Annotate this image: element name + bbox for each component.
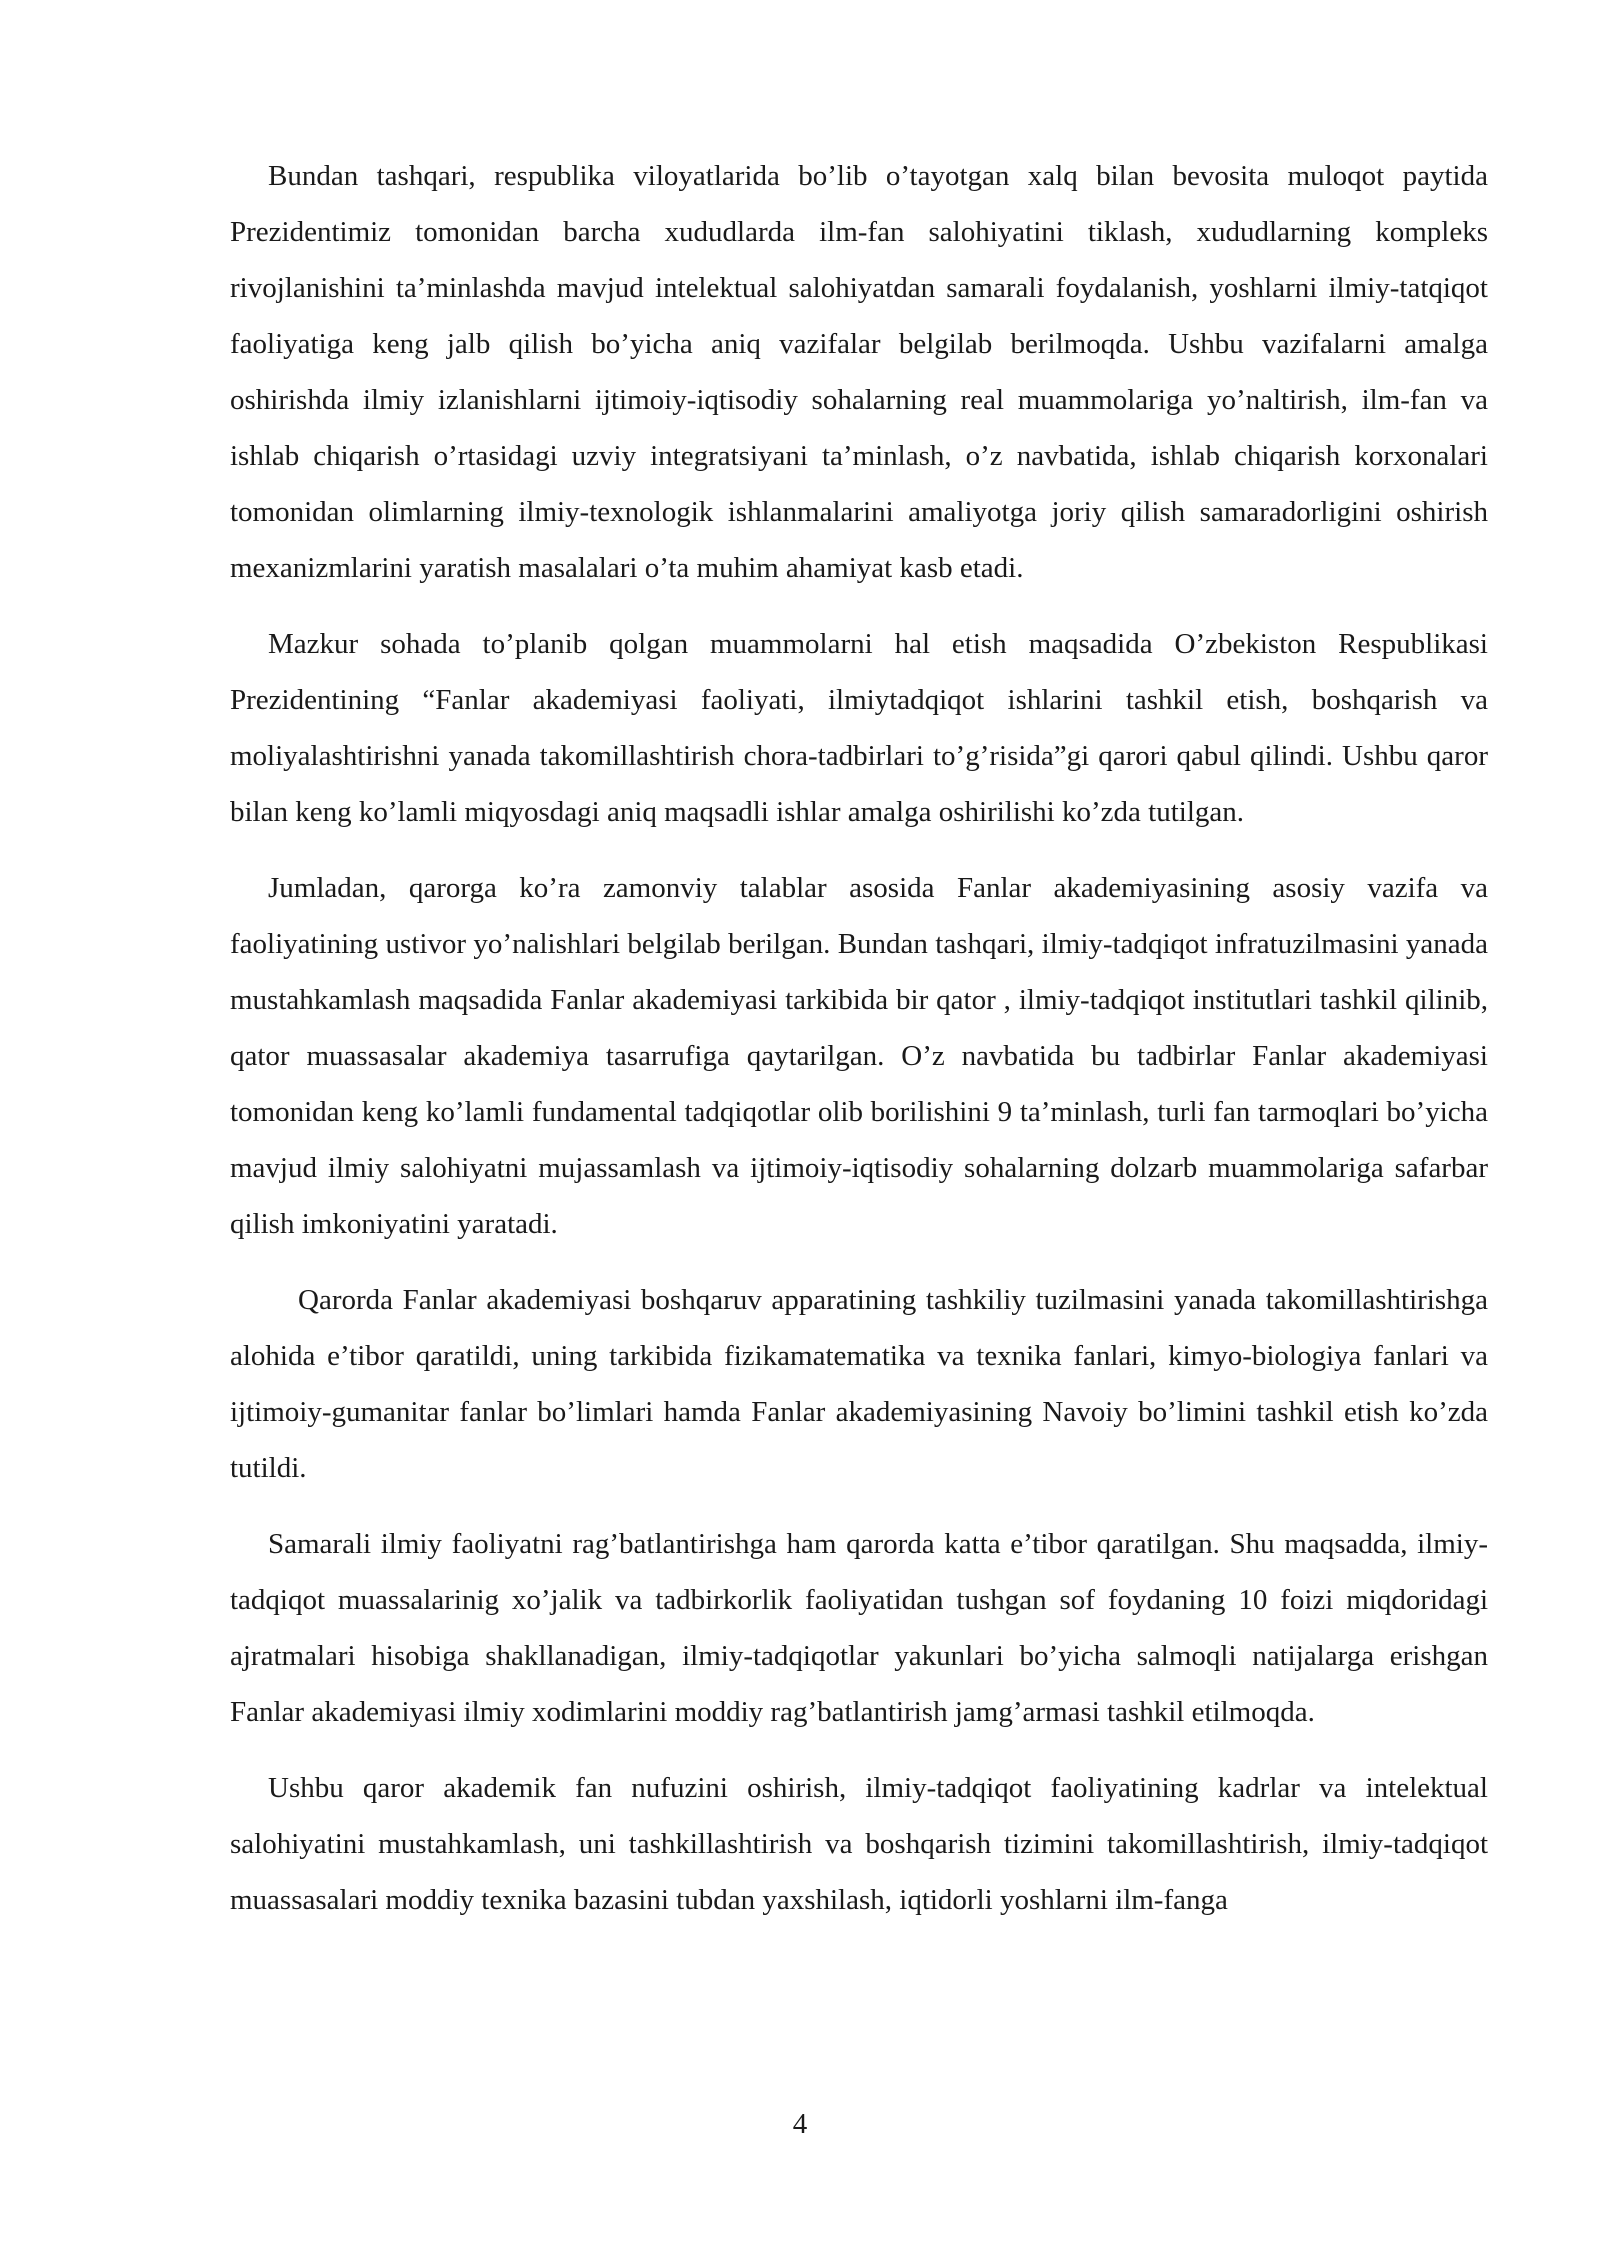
- paragraph-2: Mazkur sohada to’planib qolgan muammolarni hal etish maqsadida O’zbekiston Respublikasi Prezidentining “Fanlar akademiyasi faoliyati, ilmiytadqiqot ishlarini tashkil etish, boshqarish va moliyalashtirishni yanada takomillashtirish chora-tadbirlari to’g’risida”gi qarori qabul qilindi. Ushbu qaror bilan keng ko’lamli miqyosdagi aniq maqsadli ishlar amalga oshirilishi ko’zda tutilgan.: [230, 628, 1488, 828]
- paragraph-1: Bundan tashqari, respublika viloyatlarida bo’lib o’tayotgan xalq bilan bevosita muloqot paytida Prezidentimiz tomonidan barcha xududlarda ilm-fan salohiyatini tiklash, xududlarning kompleks rivojlanishini ta’minlashda mavjud intelektual salohiyatdan samarali foydalanish, yoshlarni ilmiy-tatqiqot faoliyatiga keng jalb qilish bo’yicha aniq vazifalar belgilab berilmoqda. Ushbu vazifalarni amalga oshirishda ilmiy izlanishlarni ijtimoiy-iqtisodiy sohalarning real muammolariga yo’naltirish, ilm-fan va ishlab chiqarish o’rtasidagi uzviy integratsiyani ta’minlash, o’z navbatida, ishlab chiqarish korxonalari tomonidan olimlarning ilmiy-texnologik ishlanmalarini amaliyotga joriy qilish samaradorligini oshirish mexanizmlarini yaratish masalalari o’ta muhim ahamiyat kasb etadi.: [230, 160, 1488, 584]
- paragraph-3: Jumladan, qarorga ko’ra zamonviy talablar asosida Fanlar akademiyasining asosiy vazifa va faoliyatining ustivor yo’nalishlari belgilab berilgan. Bundan tashqari, ilmiy-tadqiqot infratuzilmasini yanada mustahkamlash maqsadida Fanlar akademiyasi tarkibida bir qator , ilmiy-tadqiqot institutlari tashkil qilinib, qator muassasalar akademiya tasarrufiga qaytarilgan. O’z navbatida bu tadbirlar Fanlar akademiyasi tomonidan keng ko’lamli fundamental tadqiqotlar olib borilishini 9 ta’minlash, turli fan tarmoqlari bo’yicha mavjud ilmiy salohiyatni mujassamlash va ijtimoiy-iqtisodiy sohalarning dolzarb muammolariga safarbar qilish imkoniyatini yaratadi.: [230, 872, 1488, 1240]
- paragraph-6: Ushbu qaror akademik fan nufuzini oshirish, ilmiy-tadqiqot faoliyatining kadrlar va intelektual salohiyatini mustahkamlash, uni tashkillashtirish va boshqarish tizimini takomillashtirish, ilmiy-tadqiqot muassasalari moddiy texnika bazasini tubdan yaxshilash, iqtidorli yoshlarni ilm-fanga: [230, 1772, 1488, 1916]
- body-text: [230, 148, 1488, 1948]
- paragraph-4: Qarorda Fanlar akademiyasi boshqaruv apparatining tashkiliy tuzilmasini yanada takomillashtirishga alohida e’tibor qaratildi, uning tarkibida fizikamatematika va texnika fanlari, kimyo-biologiya fanlari va ijtimoiy-gumanitar fanlar bo’limlari hamda Fanlar akademiyasining Navoiy bo’limini tashkil etish ko’zda tutildi.: [230, 1284, 1488, 1484]
- paragraph-5: Samarali ilmiy faoliyatni rag’batlantirishga ham qarorda katta e’tibor qaratilgan. Shu maqsadda, ilmiy-tadqiqot muassalarinig xo’jalik va tadbirkorlik faoliyatidan tushgan sof foydaning 10 foizi miqdoridagi ajratmalari hisobiga shakllanadigan, ilmiy-tadqiqotlar yakunlari bo’yicha salmoqli natijalarga erishgan Fanlar akademiyasi ilmiy xodimlarini moddiy rag’batlantirish jamg’armasi tashkil etilmoqda.: [230, 1528, 1488, 1728]
- page-number: 4: [792, 2108, 808, 2140]
